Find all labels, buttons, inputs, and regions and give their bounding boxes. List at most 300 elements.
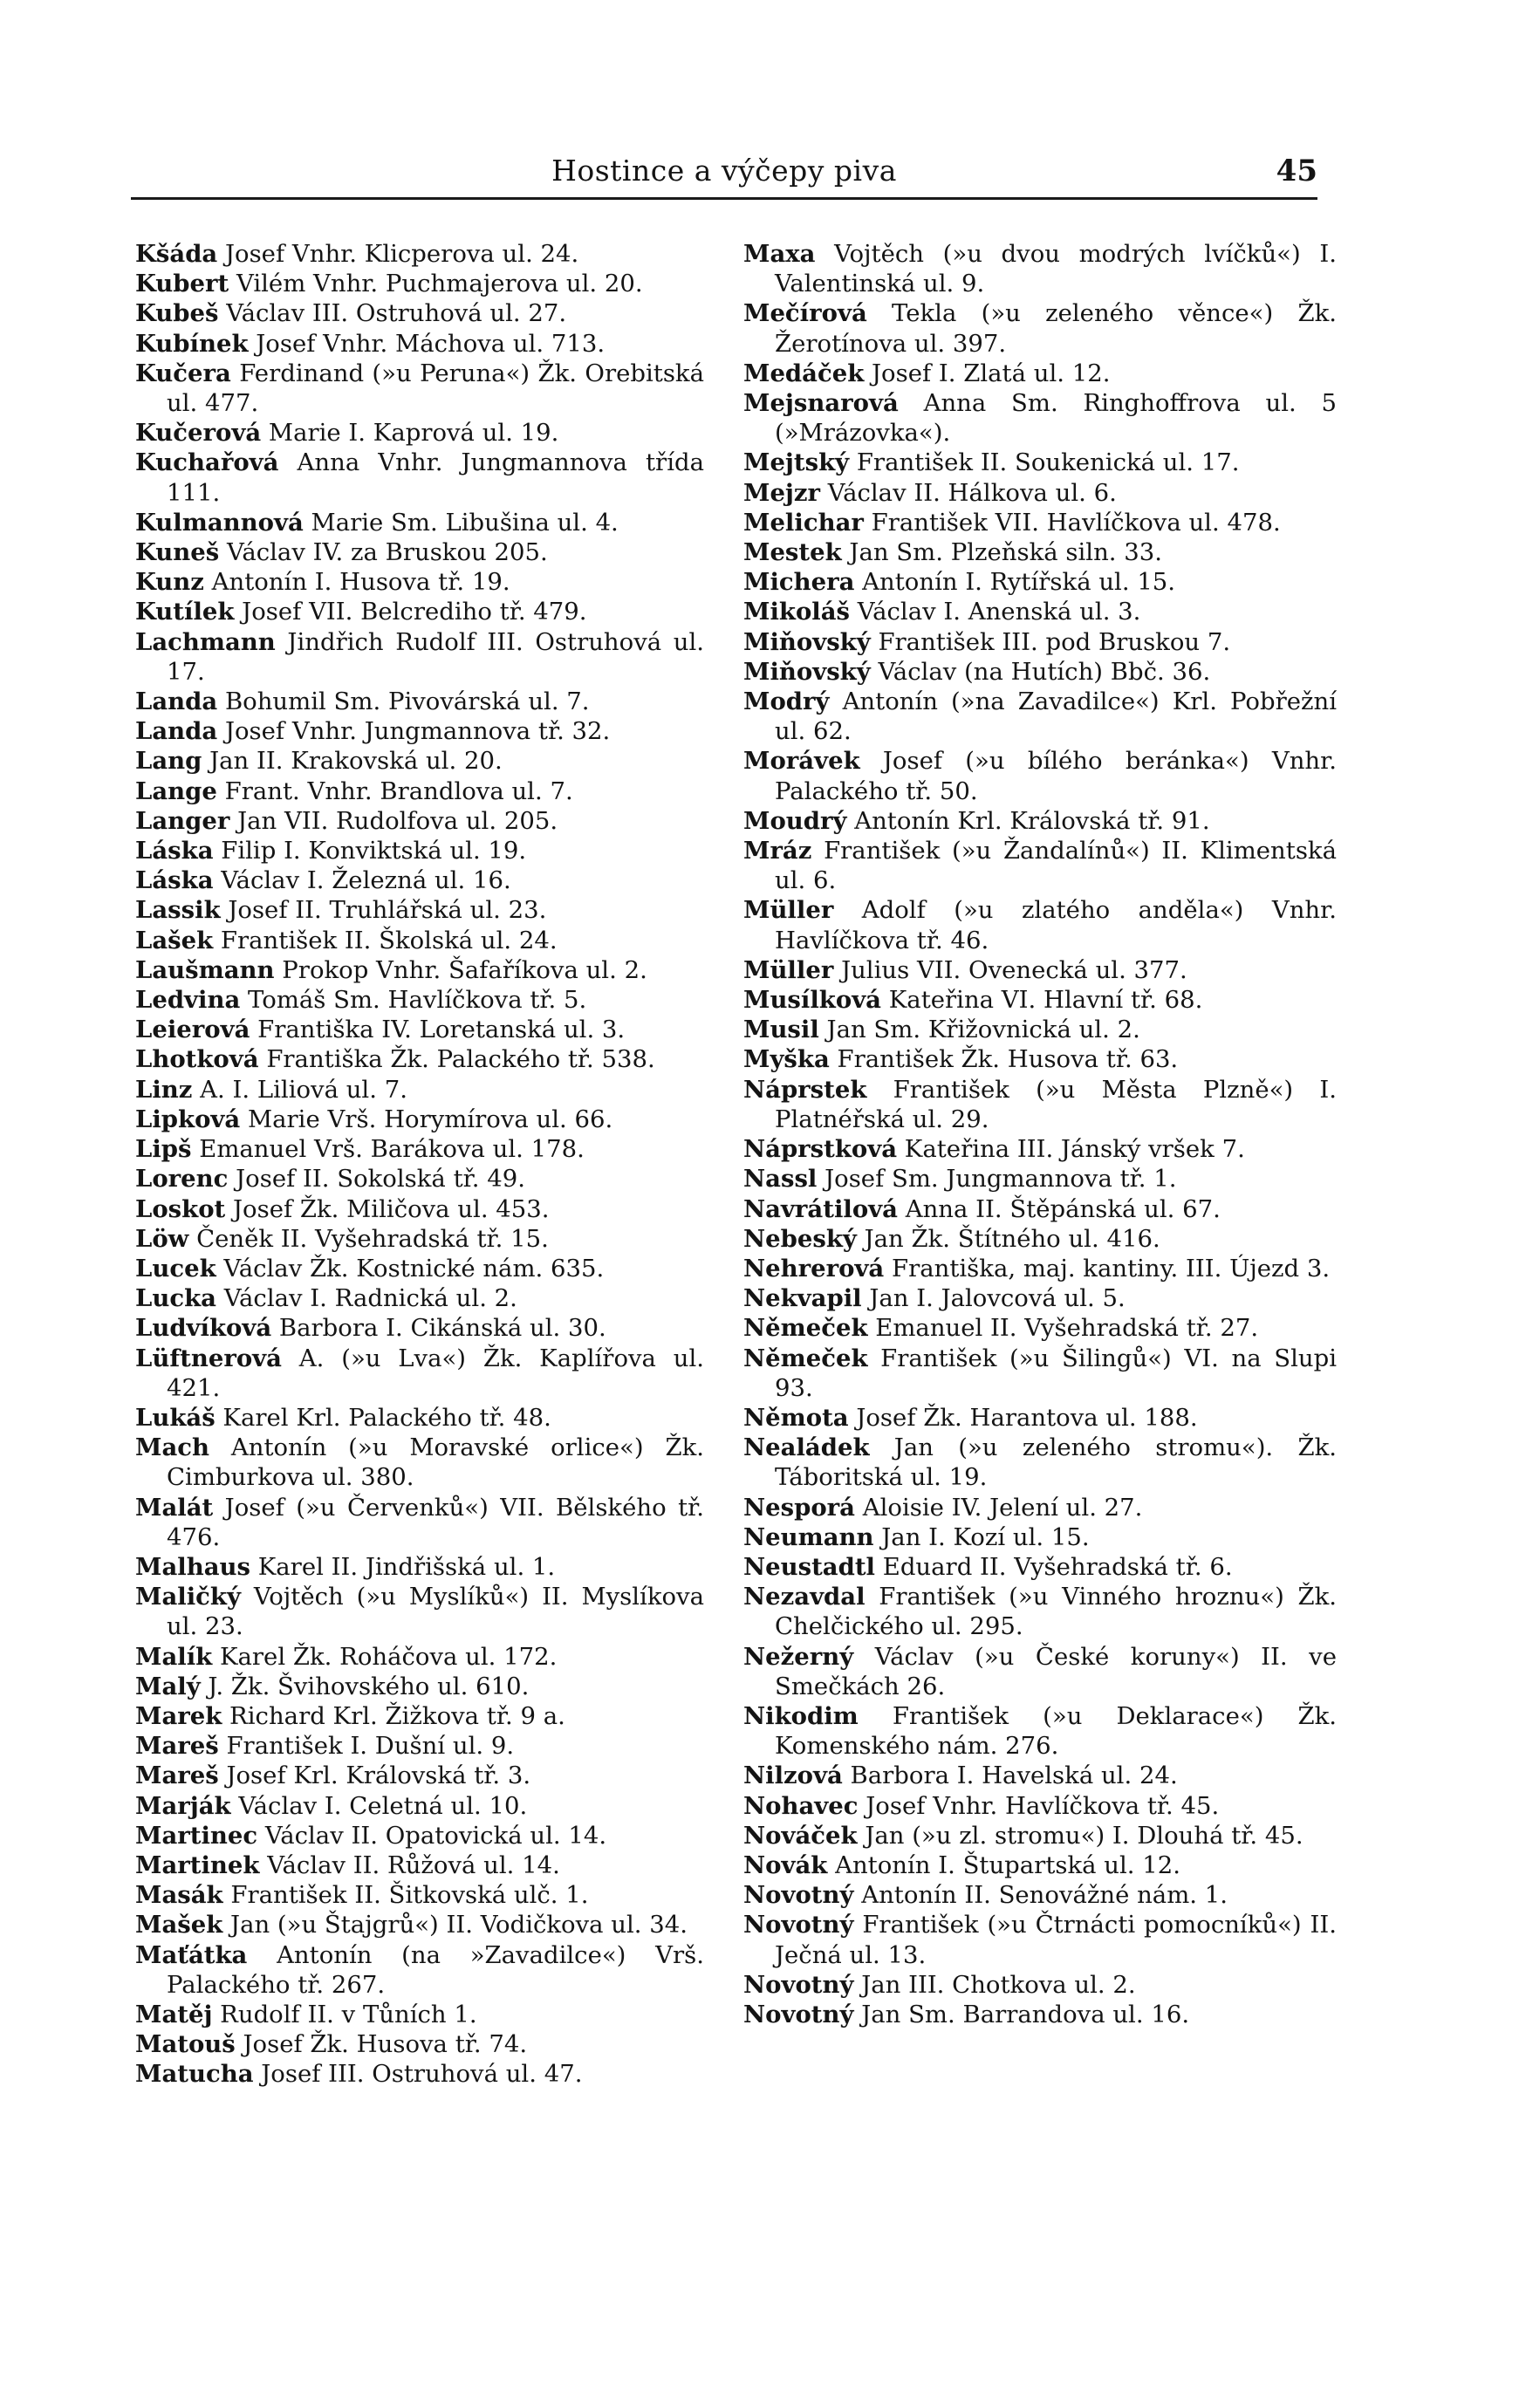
entry-details: Václav Žk. Kostnické nám. 635. [216,1254,605,1283]
directory-entry [743,806,1337,836]
entry-details: František (»u Deklarace«) Žk. Komenského nám. 276. [775,1701,1337,1761]
entry-details: Čeněk II. Vyšehradská tř. 15. [188,1224,549,1253]
directory-entry [135,567,704,597]
entry-details: Václav I. Celetná ul. 10. [230,1791,528,1820]
entry-surname: Nealádek [743,1433,870,1462]
entry-details: Jan Žk. Štítného ul. 416. [856,1224,1160,1253]
directory-entry [743,895,1337,954]
entry-surname: Morávek [743,747,860,776]
entry-surname: Lipš [135,1135,192,1164]
entry-surname: Melichar [743,508,864,537]
directory-entry [135,687,704,716]
entry-details: Josef Vnhr. Havlíčkova tř. 45. [858,1791,1220,1820]
entry-surname: Nováček [743,1821,858,1850]
entry-details: Josef I. Zlatá ul. 12. [864,359,1111,387]
page-title: Hostince a výčepy piva [551,154,897,188]
entry-details: Josef Sm. Jungmannova tř. 1. [817,1165,1177,1194]
entry-details: Josef (»u Červenků«) VII. Bělského tř. 476. [167,1493,704,1551]
entry-details: František III. pod Bruskou 7. [870,627,1231,656]
entry-surname: Miňovský [743,657,871,686]
entry-surname: Myška [743,1045,830,1074]
entry-details: Bohumil Sm. Pivovárská ul. 7. [217,688,590,716]
entry-surname: Láska [135,837,214,865]
directory-entry [135,1313,704,1343]
directory-entry [135,1701,704,1731]
directory-entry [135,269,704,298]
entry-details: Václav I. Anenská ul. 3. [850,598,1141,626]
entry-surname: Kulmannová [135,508,304,537]
directory-entry [743,1344,1337,1403]
entry-details: Vilém Vnhr. Puchmajerova ul. 20. [229,270,643,298]
entry-surname: Kšáda [135,240,218,268]
entry-surname: Laušmann [135,955,275,984]
directory-entry [135,836,704,865]
entry-surname: Němeček [743,1344,868,1372]
entry-details: Antonín (»na Zavadilce«) Krl. Pobřežní ul. 62. [775,688,1337,746]
entry-surname: Lipková [135,1105,241,1133]
entry-details: Josef Vnhr. Klicperova ul. 24. [217,240,579,268]
entry-details: Jan III. Chotkova ul. 2. [853,1970,1136,1999]
directory-entry [135,776,704,806]
entry-surname: Mejzr [743,478,820,507]
directory-entry [135,448,704,507]
entry-surname: Musil [743,1016,819,1044]
entry-surname: Löw [135,1224,189,1253]
directory-entry [743,1791,1337,1821]
directory-entry [135,1194,704,1224]
entry-surname: Ludvíková [135,1314,272,1343]
directory-entry [135,418,704,448]
directory-entry [743,627,1337,657]
directory-entry [135,1224,704,1254]
entry-surname: Kučerová [135,419,262,448]
directory-entry [135,1134,704,1164]
entry-surname: Lucek [135,1254,216,1283]
entry-details: Jan I. Kozí ul. 15. [873,1522,1090,1551]
entry-surname: Nilzová [743,1762,843,1790]
entry-details: František Žk. Husova tř. 63. [829,1045,1179,1074]
right-column [743,239,1337,2029]
directory-entry [743,1642,1337,1701]
entry-surname: Novotný [743,2000,854,2028]
entry-surname: Musílková [743,986,882,1015]
entry-details: František VII. Havlíčkova ul. 478. [863,508,1281,537]
directory-entry [743,298,1337,358]
directory-entry [743,1164,1337,1194]
directory-entry [135,1552,704,1582]
entry-surname: Moudrý [743,806,847,835]
entry-surname: Kuneš [135,538,220,567]
entry-surname: Matouš [135,2030,236,2059]
entry-details: Josef VII. Belcrediho tř. 479. [234,598,587,626]
entry-surname: Masák [135,1881,223,1910]
entry-surname: Mejsnarová [743,389,899,418]
entry-surname: Lang [135,747,202,776]
directory-entry [743,1522,1337,1552]
entry-details: Josef (»u bílého beránka«) Vnhr. Palackého tř. 50. [775,747,1337,805]
entry-surname: Malý [135,1672,201,1700]
directory-entry [743,537,1337,567]
entry-details: Antonín (»u Moravské orlice«) Žk. Cimburkova ul. 380. [167,1433,704,1492]
entry-surname: Kunz [135,568,204,597]
entry-surname: Malhaus [135,1552,250,1581]
directory-entry [135,1672,704,1701]
directory-entry [135,806,704,836]
entry-details: Františka Žk. Palackého tř. 538. [258,1045,655,1074]
directory-entry [743,1075,1337,1134]
page-header [131,147,1317,199]
entry-surname: Neustadtl [743,1552,876,1581]
directory-entry [135,926,704,955]
entry-surname: Maxa [743,240,816,268]
directory-entry [135,1880,704,1910]
directory-entry [135,1791,704,1821]
entry-surname: Mikoláš [743,598,851,626]
directory-entry [135,746,704,776]
directory-entry [743,955,1337,985]
directory-entry [135,1731,704,1761]
entry-surname: Maťátka [135,1940,248,1969]
directory-entry [743,1582,1337,1641]
entry-details: Anna Sm. Ringhoffrova ul. 5 (»Mrázovka«). [775,389,1337,448]
entry-details: Jan (»u zl. stromu«) I. Dlouhá tř. 45. [857,1821,1303,1850]
entry-details: Josef Žk. Miličova ul. 453. [225,1194,550,1223]
entry-details: František (»u Šilingů«) VI. na Slupi 93. [775,1344,1337,1402]
entry-surname: Modrý [743,688,830,716]
header-rule [131,197,1317,200]
entry-details: Jan I. Jalovcová ul. 5. [861,1284,1126,1313]
directory-entry [135,865,704,895]
entry-details: Jan Sm. Plzeňská siln. 33. [841,538,1163,567]
directory-entry [135,1283,704,1313]
directory-entry [135,716,704,746]
entry-surname: Mach [135,1433,209,1462]
entry-details: Jan VII. Rudolfova ul. 205. [229,806,558,835]
entry-details: František II. Šitkovská ulč. 1. [222,1881,589,1910]
directory-entry [135,1582,704,1641]
directory-entry [135,1044,704,1074]
directory-entry [135,359,704,418]
directory-entry [743,1552,1337,1582]
directory-entry [743,1701,1337,1761]
directory-entry [743,1493,1337,1522]
entry-details: Antonín I. Štupartská ul. 12. [827,1850,1181,1879]
entry-surname: Nesporá [743,1493,855,1522]
directory-entry [743,1224,1337,1254]
entry-surname: Mareš [135,1762,219,1790]
directory-entry [743,388,1337,448]
directory-entry [743,478,1337,508]
entry-surname: Kubínek [135,329,249,358]
entry-details: Josef II. Truhlářská ul. 23. [220,896,547,925]
directory-entry [135,1344,704,1403]
entry-details: Františka, maj. kantiny. III. Újezd 3. [884,1254,1331,1283]
entry-details: František (»u Města Plzně«) I. Platnéřská ul. 29. [775,1075,1337,1133]
directory-entry [135,1433,704,1492]
entry-surname: Lüftnerová [135,1344,282,1372]
entry-details: Emanuel II. Vyšehradská tř. 27. [867,1314,1259,1343]
entry-surname: Mašek [135,1911,223,1939]
entry-details: Vojtěch (»u dvou modrých lvíčků«) I. Valentinská ul. 9. [775,240,1337,298]
directory-entry [743,508,1337,537]
entry-surname: Müller [743,955,834,984]
directory-entry [743,1433,1337,1492]
directory-entry [135,1821,704,1850]
directory-entry [135,1910,704,1939]
entry-details: Anna Vnhr. Jungmannova třída 111. [167,448,704,507]
entry-details: Eduard II. Vyšehradská tř. 6. [875,1552,1233,1581]
entry-details: Prokop Vnhr. Šafaříkova ul. 2. [274,955,647,984]
directory-entry [135,298,704,328]
directory-entry [135,955,704,985]
entry-surname: Novák [743,1850,828,1879]
entry-surname: Martinec [135,1821,258,1850]
entry-surname: Němeček [743,1314,868,1343]
directory-entry [135,985,704,1015]
entry-details: Vojtěch (»u Myslíků«) II. Myslíkova ul. 23. [167,1583,704,1641]
entry-details: Marie Sm. Libušina ul. 4. [303,508,619,537]
entry-details: Václav II. Opatovická ul. 14. [257,1821,607,1850]
entry-surname: Navrátilová [743,1194,898,1223]
directory-entry [135,1254,704,1283]
directory-entry [743,1850,1337,1880]
directory-entry [135,1642,704,1672]
entry-details: A. (»u Lva«) Žk. Kaplířova ul. 421. [167,1344,704,1402]
entry-details: J. Žk. Švihovského ul. 610. [200,1672,530,1700]
entry-details: Filip I. Konviktská ul. 19. [213,837,527,865]
entry-surname: Kubeš [135,299,219,328]
entry-surname: Kučera [135,359,231,387]
directory-entry [743,1254,1337,1283]
entry-details: A. I. Liliová ul. 7. [192,1075,407,1104]
entry-surname: Medáček [743,359,865,387]
entry-details: Rudolf II. v Tůních 1. [212,2000,477,2028]
entry-surname: Novotný [743,1970,854,1999]
entry-details: Josef Krl. Královská tř. 3. [218,1762,531,1790]
entry-details: Jan Sm. Barrandova ul. 16. [853,2000,1190,2028]
entry-surname: Nehrerová [743,1254,885,1283]
directory-entry [743,1283,1337,1313]
directory-entry [743,448,1337,477]
entry-details: Kateřina VI. Hlavní tř. 68. [881,986,1203,1015]
entry-details: Josef II. Sokolská tř. 49. [228,1165,525,1194]
entry-details: Ferdinand (»u Peruna«) Žk. Orebitská ul. 477. [167,359,704,418]
entry-details: Václav (na Hutích) Bbč. 36. [870,657,1211,686]
entry-details: Josef Žk. Harantova ul. 188. [848,1403,1198,1432]
entry-details: Václav (»u České koruny«) II. ve Smečkách 26. [775,1642,1337,1700]
entry-surname: Malát [135,1493,214,1522]
entry-details: František II. Soukenická ul. 17. [849,448,1240,477]
entry-surname: Kutílek [135,598,235,626]
entry-surname: Náprstek [743,1075,867,1104]
entry-surname: Ledvina [135,986,241,1015]
directory-entry [743,836,1337,895]
entry-surname: Nezavdal [743,1583,866,1611]
directory-entry [135,1493,704,1552]
entry-surname: Michera [743,568,855,597]
entry-details: Tomáš Sm. Havlíčkova tř. 5. [240,986,587,1015]
entry-details: František (»u Vinného hroznu«) Žk. Chelčického ul. 295. [775,1583,1337,1641]
entry-surname: Landa [135,717,218,746]
directory-entry [135,2000,704,2029]
directory-entry [743,1970,1337,2000]
entry-details: Emanuel Vrš. Barákova ul. 178. [191,1135,585,1164]
entry-details: František (»u Čtrnácti pomocníků«) II. Ječná ul. 13. [775,1911,1337,1969]
entry-surname: Martinek [135,1850,260,1879]
entry-details: Aloisie IV. Jelení ul. 27. [855,1493,1143,1522]
entry-surname: Marják [135,1791,231,1820]
entry-surname: Lassik [135,896,221,925]
directory-entry [743,567,1337,597]
entry-details: Barbora I. Havelská ul. 24. [842,1762,1178,1790]
entry-surname: Kubert [135,270,229,298]
entry-surname: Lorenc [135,1165,229,1194]
entry-surname: Lhotková [135,1045,259,1074]
entry-details: Julius VII. Ovenecká ul. 377. [833,955,1187,984]
directory-entry [743,1194,1337,1224]
directory-entry [135,2059,704,2089]
entry-details: Anna II. Štěpánská ul. 67. [897,1194,1221,1223]
entry-details: Adolf (»u zlatého anděla«) Vnhr. Havlíčkova tř. 46. [775,896,1337,954]
entry-details: Richard Krl. Žižkova tř. 9 a. [222,1701,565,1730]
entry-surname: Nohavec [743,1791,859,1820]
entry-surname: Müller [743,896,834,925]
entry-details: Antonín II. Senovážné nám. 1. [853,1881,1228,1910]
entry-details: Barbora I. Cikánská ul. 30. [271,1314,606,1343]
directory-entry [743,1313,1337,1343]
left-column [135,239,704,2090]
entry-surname: Langer [135,806,230,835]
directory-entry [135,1761,704,1790]
entry-surname: Lucka [135,1284,216,1313]
directory-entry [135,1403,704,1433]
directory-entry [743,1761,1337,1790]
entry-details: Jan (»u zeleného stromu«). Žk. Táboritská ul. 19. [775,1433,1337,1492]
entry-details: Karel II. Jindřišská ul. 1. [250,1552,556,1581]
directory-entry [135,1164,704,1194]
entry-surname: Malík [135,1642,213,1671]
entry-details: Josef Žk. Husova tř. 74. [235,2030,528,2059]
entry-surname: Mráz [743,837,812,865]
directory-entry [743,1015,1337,1044]
directory-entry [743,657,1337,687]
entry-surname: Marek [135,1701,222,1730]
directory-entry [135,2029,704,2059]
entry-details: František I. Dušní ul. 9. [218,1732,515,1761]
directory-entry [743,1044,1337,1074]
entry-details: Jindřich Rudolf III. Ostruhová ul. 17. [167,627,704,686]
entry-surname: Mareš [135,1732,219,1761]
entry-details: Josef Vnhr. Jungmannova tř. 32. [217,717,611,746]
directory-entry [135,1015,704,1044]
entry-details: Antonín I. Rytířská ul. 15. [854,568,1176,597]
directory-entry [743,985,1337,1015]
entry-surname: Nikodim [743,1701,859,1730]
entry-surname: Náprstková [743,1135,898,1164]
entry-details: Karel Krl. Palackého tř. 48. [215,1403,551,1432]
entry-details: Václav I. Radnická ul. 2. [216,1284,517,1313]
entry-surname: Nassl [743,1165,818,1194]
entry-surname: Němota [743,1403,849,1432]
entry-details: Václav II. Hálkova ul. 6. [820,478,1117,507]
directory-entry [135,537,704,567]
entry-details: Josef III. Ostruhová ul. 47. [253,2060,583,2089]
entry-surname: Loskot [135,1194,226,1223]
directory-entry [743,1403,1337,1433]
entry-surname: Maličký [135,1583,241,1611]
entry-surname: Láska [135,866,214,895]
entry-details: Václav IV. za Bruskou 205. [219,538,548,567]
entry-details: Františka IV. Loretanská ul. 3. [250,1016,626,1044]
directory-entry [135,627,704,687]
entry-surname: Miňovský [743,627,871,656]
entry-details: František II. Školská ul. 24. [213,926,558,954]
entry-details: Tekla (»u zeleného věnce«) Žk. Žerotínova ul. 397. [775,299,1337,358]
entry-details: Jan Sm. Křižovnická ul. 2. [818,1016,1140,1044]
entry-surname: Nebeský [743,1224,857,1253]
entry-details: Václav I. Železná ul. 16. [213,866,511,895]
entry-details: Karel Žk. Roháčova ul. 172. [212,1642,558,1671]
directory-entry [743,239,1337,298]
entry-details: Frant. Vnhr. Brandlova ul. 7. [216,776,573,805]
entry-surname: Mejtský [743,448,850,477]
entry-surname: Landa [135,688,218,716]
directory-entry [743,359,1337,388]
entry-surname: Lange [135,776,217,805]
entry-details: Marie Vrš. Horymírova ul. 66. [240,1105,613,1133]
directory-entry [135,597,704,626]
entry-details: František (»u Žandalínů«) II. Klimentská ul. 6. [775,837,1337,895]
entry-details: Josef Vnhr. Máchova ul. 713. [248,329,606,358]
directory-entry [743,1134,1337,1164]
directory-entry [135,239,704,269]
page-number: 45 [1276,154,1317,188]
directory-entry [743,1821,1337,1850]
directory-entry [135,508,704,537]
entry-details: Jan II. Krakovská ul. 20. [202,747,503,776]
directory-entry [135,1940,704,2000]
entry-details: Antonín I. Husova tř. 19. [203,568,510,597]
entry-surname: Leierová [135,1016,250,1044]
entry-surname: Novotný [743,1911,854,1939]
entry-surname: Kuchařová [135,448,279,477]
entry-surname: Matucha [135,2060,254,2089]
directory-entry [743,597,1337,626]
entry-details: Antonín (na »Zavadilce«) Vrš. Palackého tř. 267. [167,1940,704,1999]
entry-details: Václav III. Ostruhová ul. 27. [218,299,567,328]
entry-surname: Nekvapil [743,1284,862,1313]
directory-entry [743,687,1337,746]
directory-entry [743,1880,1337,1910]
entry-surname: Mestek [743,538,842,567]
entry-surname: Lašek [135,926,214,954]
entry-details: Jan (»u Štajgrů«) II. Vodičkova ul. 34. [222,1911,688,1939]
entry-details: Marie I. Kaprová ul. 19. [261,419,559,448]
entry-surname: Mečírová [743,299,867,328]
entry-details: Kateřina III. Jánský vršek 7. [897,1135,1245,1164]
entry-details: Václav II. Růžová ul. 14. [259,1850,560,1879]
entry-surname: Matěj [135,2000,213,2028]
entry-surname: Novotný [743,1881,854,1910]
entry-details: Antonín Krl. Královská tř. 91. [846,806,1210,835]
directory-entry [743,2000,1337,2029]
directory-entry [135,1850,704,1880]
directory-entry [135,895,704,925]
directory-entry [743,746,1337,805]
directory-entry [135,1105,704,1134]
entry-surname: Nežerný [743,1642,854,1671]
entry-surname: Neumann [743,1522,874,1551]
